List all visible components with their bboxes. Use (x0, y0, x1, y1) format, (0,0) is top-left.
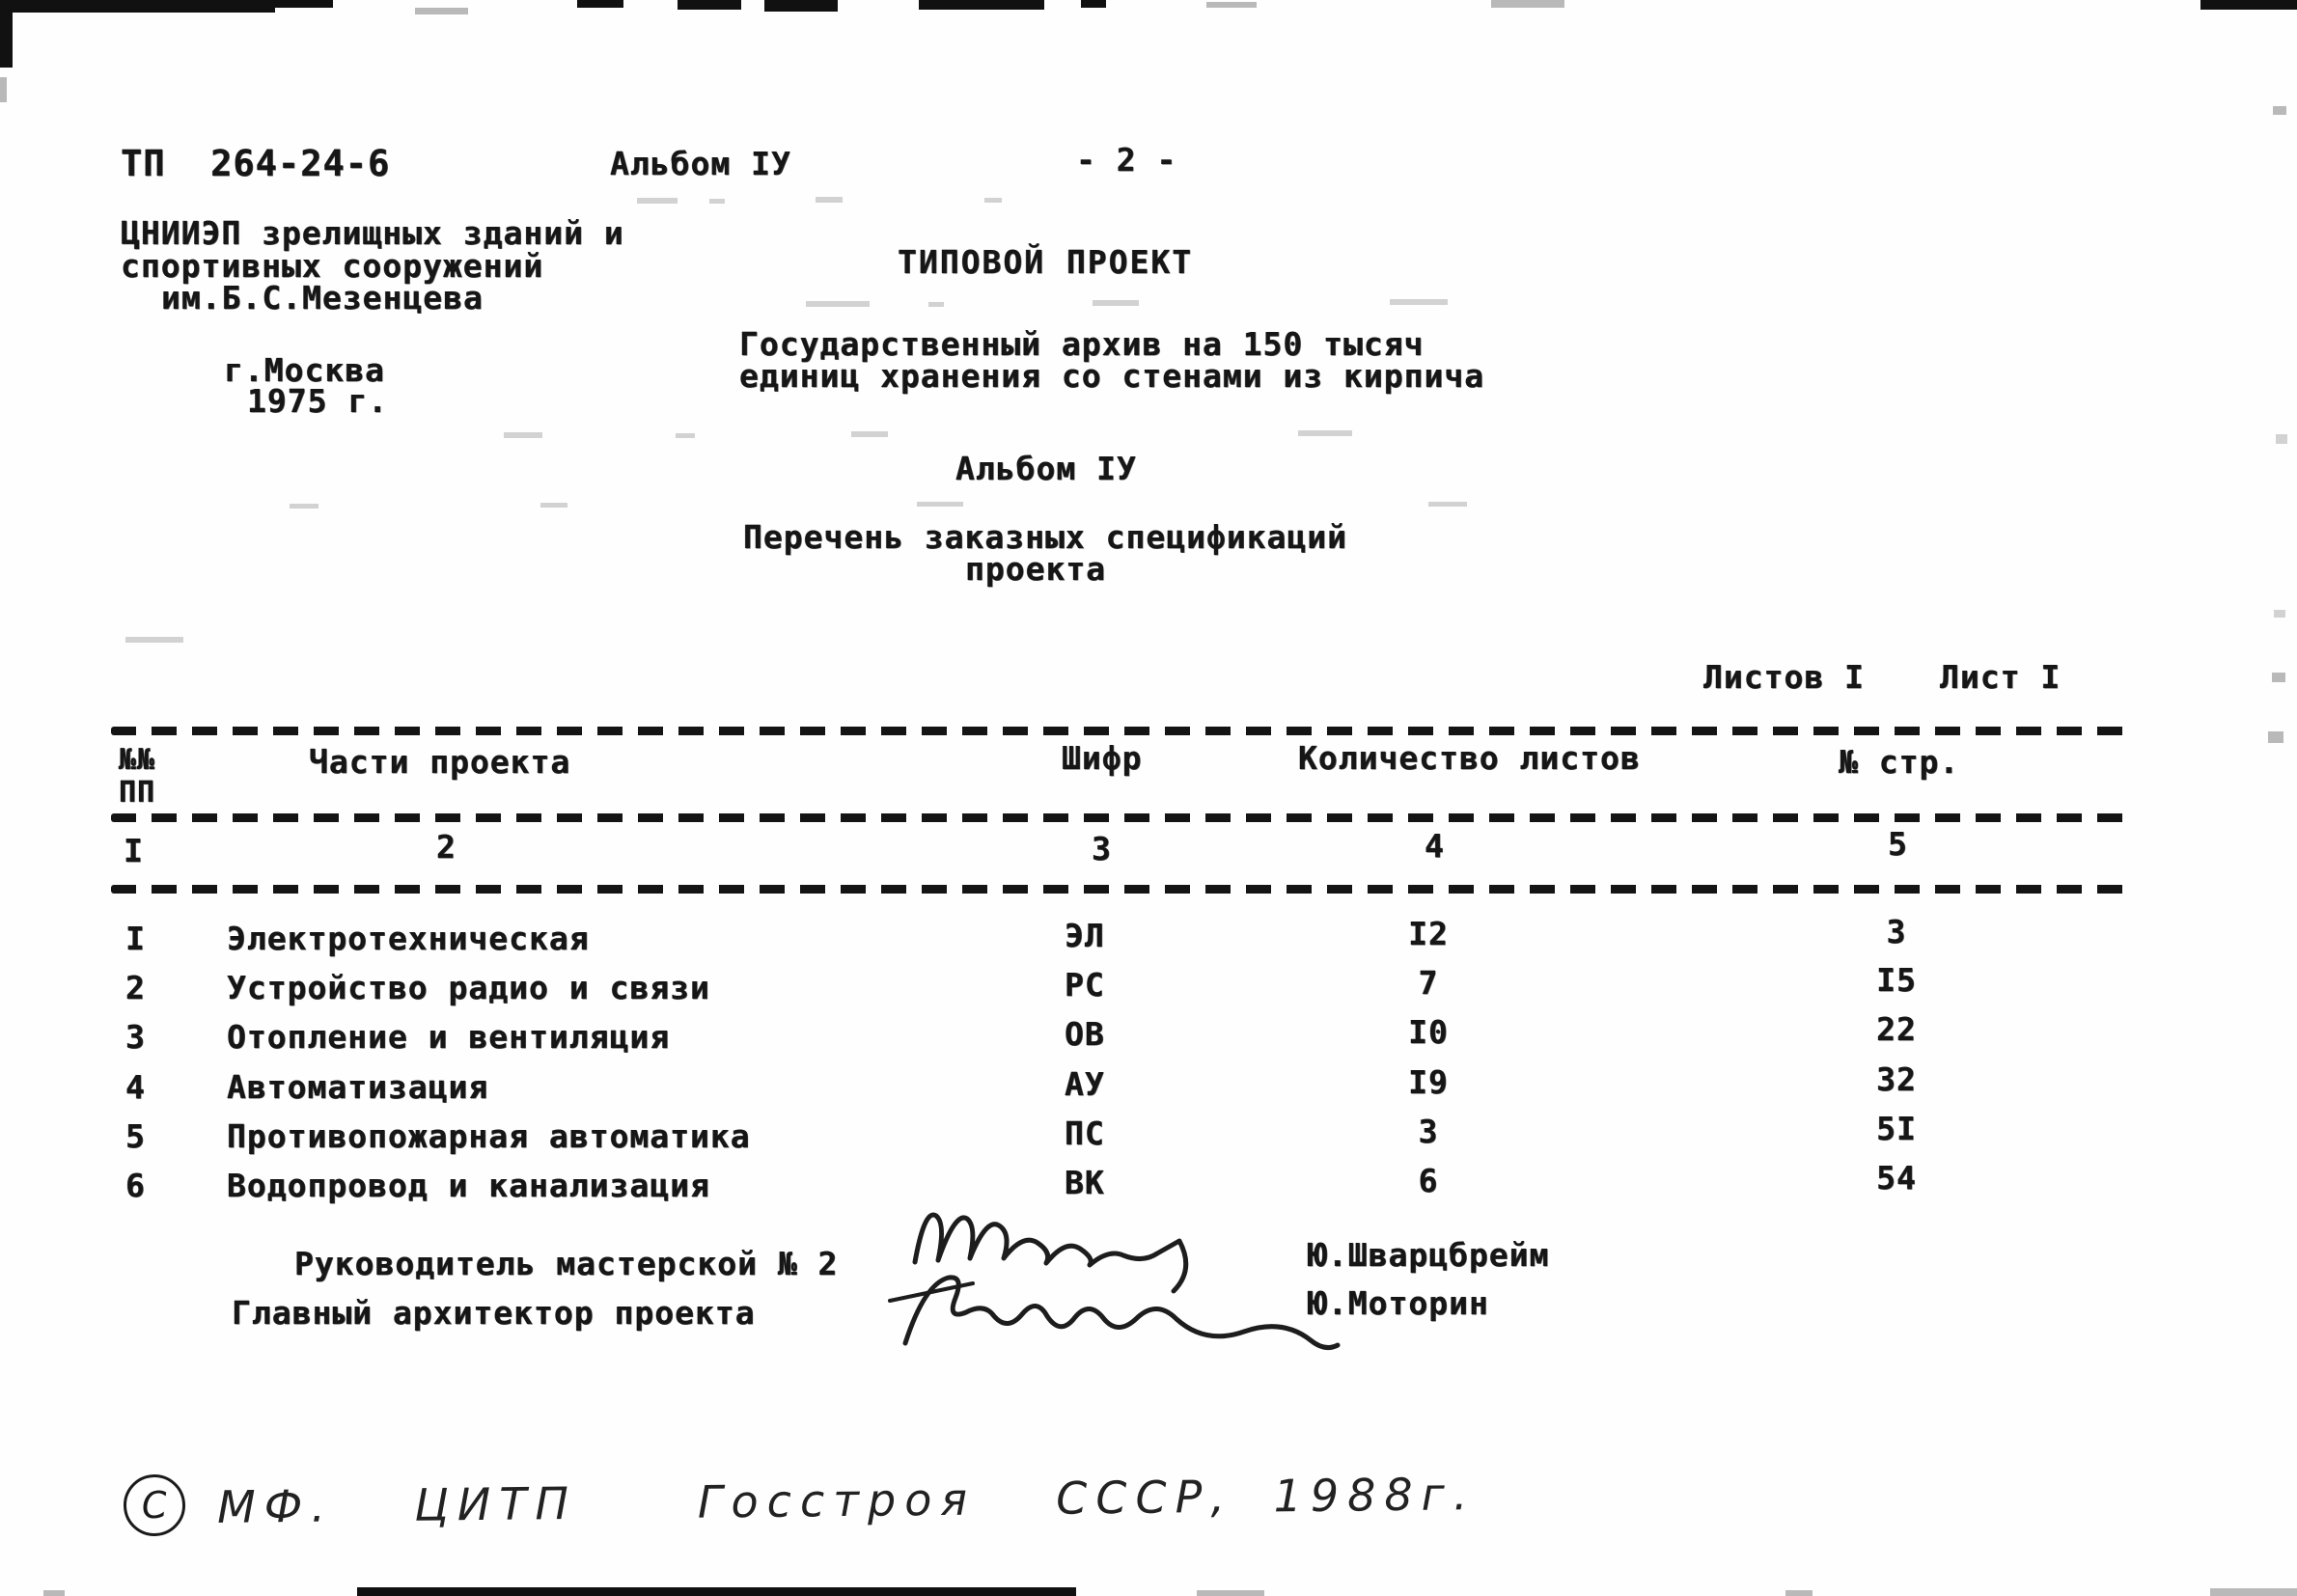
row-sheets: I0 (1408, 1013, 1449, 1051)
row-code: ЭЛ (1065, 917, 1105, 954)
row-part: Устройство радио и связи (227, 969, 710, 1006)
row-code: ОВ (1065, 1015, 1105, 1053)
scan-artifact (540, 503, 567, 508)
row-code: ВК (1065, 1164, 1105, 1201)
row-num: 5 (125, 1117, 146, 1155)
scan-artifact (2210, 1588, 2297, 1596)
row-code: АУ (1065, 1065, 1105, 1103)
row-page: 3 (1886, 913, 1907, 950)
col-number-3: 3 (1092, 830, 1112, 867)
scan-artifact (764, 0, 838, 12)
copyright-letter: С (140, 1483, 169, 1527)
row-num: 3 (125, 1018, 146, 1056)
row-page: 32 (1876, 1060, 1917, 1098)
scan-artifact (806, 301, 870, 307)
row-part: Электротехническая (227, 920, 590, 957)
scan-artifact (816, 197, 843, 203)
col-header-code: Шифр (1062, 739, 1143, 777)
row-part: Автоматизация (227, 1068, 489, 1106)
scan-artifact (0, 77, 7, 102)
col-number-2: 2 (436, 828, 457, 866)
sheet-current-label: Лист I (1940, 658, 2062, 696)
scan-artifact (917, 502, 963, 507)
row-part: Отопление и вентиляция (227, 1018, 671, 1056)
row-part: Водопровод и канализация (227, 1167, 710, 1204)
scan-artifact (0, 0, 275, 13)
row-page: I5 (1876, 961, 1917, 999)
project-title-line2: единиц хранения со стенами из кирпича (739, 357, 1485, 395)
subtitle-line2: проекта (965, 550, 1107, 588)
scan-artifact (2200, 0, 2297, 10)
row-page: 54 (1876, 1159, 1917, 1197)
signatory-role-1: Руководитель мастерской № 2 (294, 1245, 839, 1282)
row-sheets: I2 (1408, 915, 1449, 952)
footer-stamp: МФ. ЦИТП Госстроя СССР, 1988г. (216, 1468, 1477, 1533)
scan-artifact (678, 0, 741, 10)
org-name-line3: им.Б.С.Мезенцева (161, 279, 484, 316)
scan-artifact (504, 432, 542, 438)
scan-artifact (1390, 299, 1448, 305)
row-num: I (125, 920, 146, 957)
year: 1975 г. (247, 382, 389, 420)
scan-artifact (709, 199, 725, 204)
scan-artifact (1785, 1590, 1813, 1596)
scan-artifact (415, 8, 468, 14)
city: г.Москва (224, 351, 385, 389)
scan-artifact (984, 198, 1002, 203)
row-sheets: 7 (1418, 964, 1439, 1002)
scan-artifact (357, 1587, 1076, 1596)
col-header-sheet-count: Количество листов (1298, 739, 1641, 777)
scan-artifact (1428, 502, 1467, 507)
scan-artifact (2273, 106, 2286, 115)
doc-code: ТП 264-24-6 (121, 143, 391, 184)
row-sheets: 6 (1418, 1162, 1439, 1199)
row-page: 22 (1876, 1010, 1917, 1048)
row-code: РС (1065, 966, 1105, 1004)
col-header-part: Части проекта (309, 743, 571, 781)
row-num: 6 (125, 1167, 146, 1204)
scan-artifact (1093, 300, 1139, 306)
scan-artifact (577, 0, 623, 8)
page-number: - 2 - (1076, 141, 1177, 179)
scan-artifact (43, 1590, 65, 1596)
scan-artifact (1081, 0, 1106, 8)
scan-artifact (1197, 1590, 1264, 1596)
scan-artifact (928, 302, 944, 307)
row-sheets: 3 (1418, 1113, 1439, 1150)
scan-artifact (2274, 610, 2285, 618)
col-number-5: 5 (1888, 825, 1908, 863)
col-number-1: I (124, 832, 144, 869)
scan-artifact (676, 433, 695, 438)
scan-artifact (2268, 731, 2283, 743)
org-name-line1: ЦНИИЭП зрелищных зданий и (121, 214, 624, 252)
col-header-num-line1: №№ (119, 743, 156, 777)
row-num: 4 (125, 1068, 146, 1106)
scan-artifact (2272, 673, 2285, 682)
row-code: ПС (1065, 1114, 1105, 1152)
scan-artifact (851, 431, 888, 437)
scan-artifact (0, 0, 13, 68)
doc-type-title: ТИПОВОЙ ПРОЕКТ (898, 243, 1194, 281)
album-heading: Альбом IУ (955, 450, 1137, 487)
col-header-page-ref: № стр. (1839, 743, 1960, 781)
scan-artifact (2276, 434, 2287, 444)
scan-artifact (919, 0, 1044, 10)
row-sheets: I9 (1408, 1063, 1449, 1101)
scan-artifact (275, 0, 333, 8)
project-title-line1: Государственный архив на 150 тысяч (739, 325, 1425, 363)
col-header-num-line2: ПП (119, 776, 156, 810)
col-number-4: 4 (1425, 827, 1445, 865)
scan-artifact (125, 637, 183, 643)
sheets-total-label: Листов I (1703, 658, 1865, 696)
row-page: 5I (1876, 1110, 1917, 1147)
scan-artifact (1491, 0, 1564, 8)
scan-artifact (1206, 2, 1257, 8)
signatory-name-1: Ю.Шварцбрейм (1308, 1236, 1550, 1274)
row-num: 2 (125, 969, 146, 1006)
subtitle-line1: Перечень заказных спецификаций (743, 518, 1348, 556)
scan-artifact (637, 198, 678, 204)
scan-artifact (1298, 430, 1352, 436)
signatory-role-2: Главный архитектор проекта (232, 1294, 756, 1332)
scan-artifact (290, 504, 318, 509)
signatory-name-2: Ю.Моторин (1308, 1284, 1489, 1322)
album-label-top: Альбом IУ (610, 145, 791, 182)
org-name-line2: спортивных сооружений (121, 247, 544, 285)
row-part: Противопожарная автоматика (227, 1117, 751, 1155)
